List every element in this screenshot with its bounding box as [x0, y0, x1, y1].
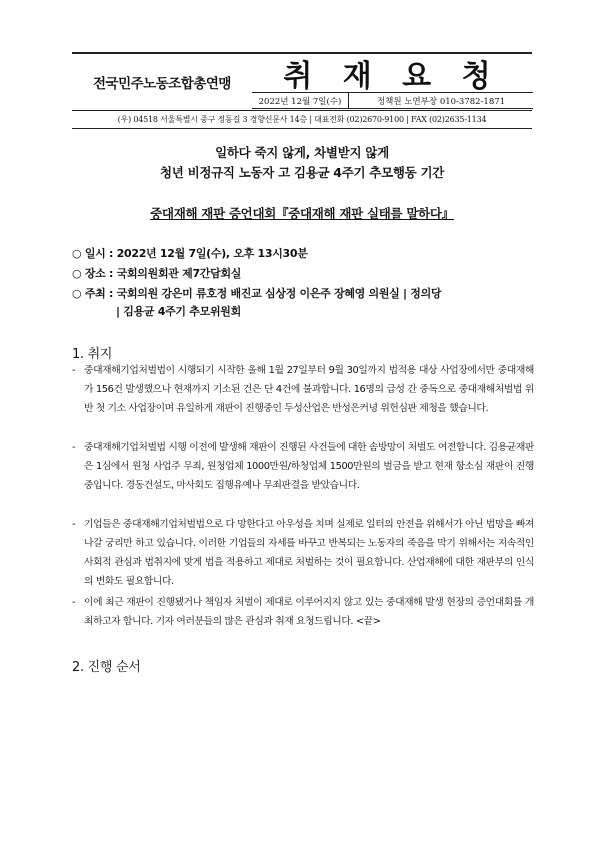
- issue-date: 2022년 12월 7일(수): [252, 92, 348, 109]
- info-host: ○ 주최 : 국회의원 강은미 류호정 배진교 심상정 이은주 장혜영 의원실 | 정의당: [72, 287, 442, 300]
- document-title: 취 재 요 청: [252, 52, 532, 92]
- paragraph-text: 기업들은 중대재해기업처벌법으로 다 망한다고 아우성을 치며 실제로 일터의 안전을 위해서가 아닌 법망을 빠져나갈 궁리만 하고 있습니다. 이러한 기업들의 자세를 바꾸고 반복되는 노동자의 죽음을 막기 위해서는 지속적인 사회적 관심과 법취지에 맞게 법을 적용하고 제대로 처벌하는 것이 필요합니다. 산업재해에 대한 재판부의 인식의 변화도 필요합니다.: [84, 519, 534, 587]
- paragraph-text: 중대재해기업처벌법 시행 이전에 발생해 재판이 진행된 사건들에 대한 솜방망이 처벌도 여전합니다. 김용균재판은 1심에서 원청 사업주 무죄, 원청업체 1000만원/하청업체 1500만원의 벌금을 받고 현재 항소심 재판이 진행 중입니다. 경동건설도, 마사회도 집행유예나 무죄판결을 받았습니다.: [84, 442, 534, 491]
- headline-line-1: 일하다 죽지 않게, 차별받지 않게: [215, 145, 389, 160]
- info-date: ○ 일시 : 2022년 12월 7일(수), 오후 13시30분: [72, 247, 308, 260]
- paragraph: [72, 515, 534, 591]
- address-line: (우) 04518 서울특별시 중구 정동길 3 경향신문사 14층 | 대표전화 (02)2670-9100 | FAX (02)2635-1134: [72, 110, 532, 129]
- headline-line-2: 청년 비정규직 노동자 고 김용균 4주기 추모행동 기간: [159, 165, 445, 180]
- bullet-dash: -: [72, 597, 76, 608]
- paragraph-text: 중대재해기업처벌법이 시행되기 시작한 올해 1월 27일부터 9월 30일까지 법적용 대상 사업장에서만 중대재해가 156건 발생했으나 현재까지 기소된 건은 단 4건에 불과합니다. 16명의 급성 간 중독으로 중대재해처벌법 위반 첫 기소 사업장이며 유일하게 재판이 진행중인 두성산업은 반성은커녕 위헌심판 제청을 했습니다.: [84, 365, 534, 414]
- organization-name: 전국민주노동조합총연맹: [72, 52, 252, 111]
- event-title: 중대재해 재판 증언대회『중대재해 재판 실태를 말하다』: [150, 206, 454, 221]
- bullet-dash: -: [72, 519, 76, 530]
- bullet-dash: -: [72, 365, 76, 376]
- paragraph: [72, 438, 534, 495]
- paragraph-text: 이에 최근 재판이 진행됐거나 책임자 처벌이 제대로 이루어지지 않고 있는 중대재해 발생 현장의 증언대회를 개최하고자 합니다. 기자 여러분들의 많은 관심과 취재 요청드립니다. <끝>: [84, 597, 534, 627]
- section-heading-purpose: 1. 취지: [72, 347, 113, 362]
- contact-info: 정책원 노연부장 010-3782-1871: [348, 92, 533, 109]
- paragraph: [72, 361, 534, 418]
- section-heading-program: 2. 진행 순서: [72, 660, 141, 675]
- bullet-dash: -: [72, 442, 76, 453]
- paragraph: [72, 593, 534, 631]
- info-place: ○ 장소 : 국회의원회관 제7간담회실: [72, 267, 242, 280]
- info-host-continued: | 김용균 4주기 추모위원회: [116, 305, 241, 318]
